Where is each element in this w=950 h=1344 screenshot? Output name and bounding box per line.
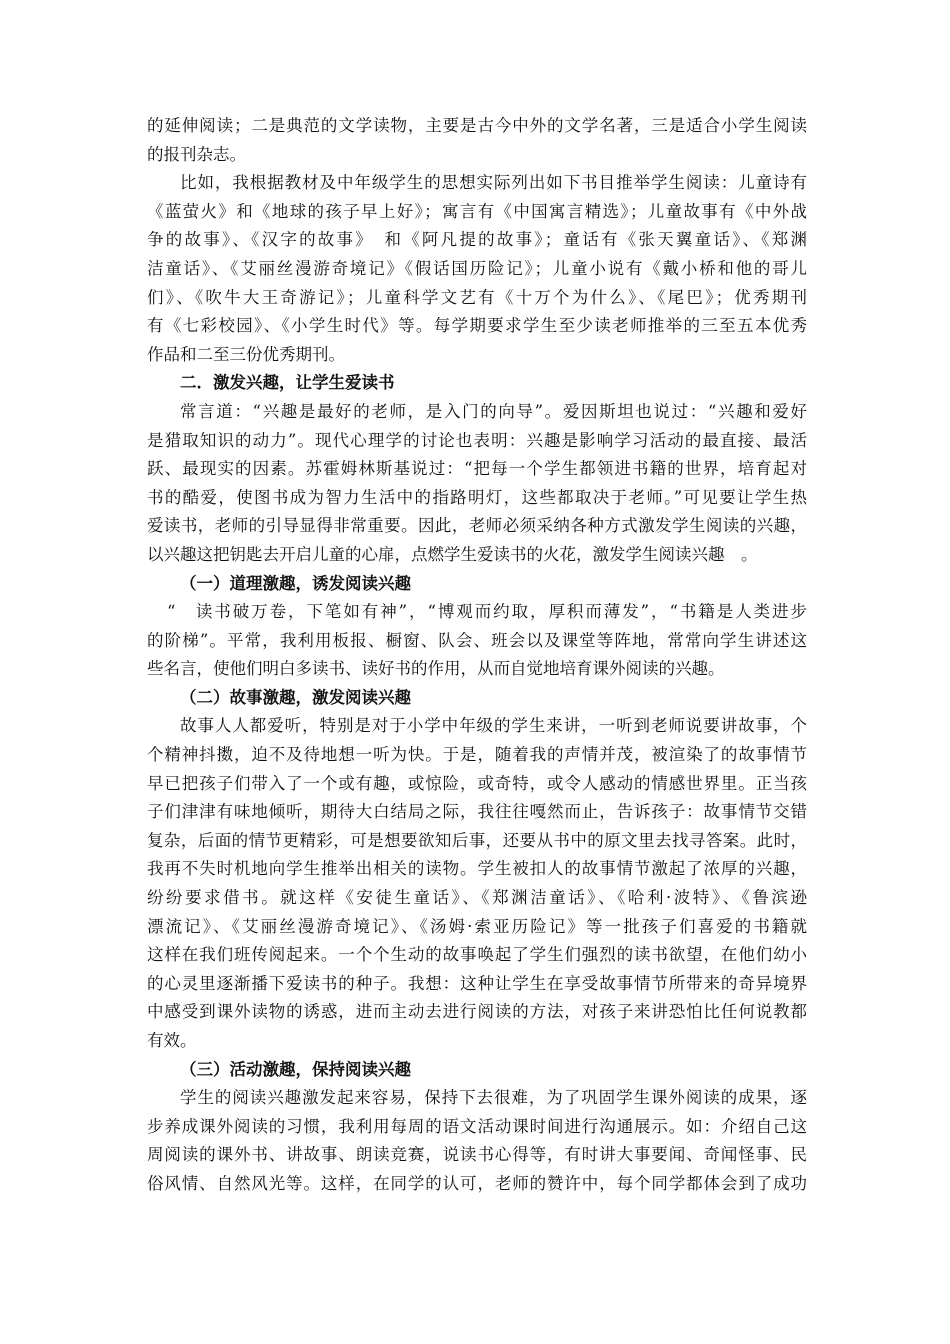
text-line: 比如，我根据教材及中年级学生的思想实际列出如下书目推举学生阅读：儿童诗有	[180, 173, 807, 193]
text-line: 《蓝萤火》和《地球的孩子早上好》；寓言有《中国寓言精选》；儿童故事有《中外战	[147, 201, 807, 221]
text-line: 子们津津有味地倾听，期待大白结局之际，我往往嘎然而止，告诉孩子：故事情节交错	[147, 802, 807, 822]
text-line: 些名言，使他们明白多读书、读好书的作用，从而自觉地培育课外阅读的兴趣。	[147, 659, 725, 679]
text-line: 爱读书，老师的引导显得非常重要。因此，老师必须采纳各种方式激发学生阅读的兴趣，	[147, 516, 807, 536]
text-line: “ 读书破万卷，下笔如有神”，“博观而约取，厚积而薄发”，“书籍是人类进步	[167, 602, 807, 622]
text-line: 是猎取知识的动力”。现代心理学的讨论也表明：兴趣是影响学习活动的最直接、最活	[147, 430, 807, 450]
text-line: 以兴趣这把钥匙去开启儿童的心扉，点燃学生爱读书的火花，激发学生阅读兴趣 。	[147, 544, 758, 564]
text-line: 有《七彩校园》、《小学生时代》等。每学期要求学生至少读老师推举的三至五本优秀	[147, 316, 807, 336]
text-line: 个精神抖擞，迫不及待地想一听为快。于是，随着我的声情并茂，被渲染了的故事情节	[147, 745, 807, 765]
section-heading: 二．激发兴趣，让学生爱读书	[180, 373, 395, 393]
text-line: 我再不失时机地向学生推举出相关的读物。学生被扣人的故事情节激起了浓厚的兴趣，	[147, 859, 807, 879]
section-heading: （一）道理激趣，诱发阅读兴趣	[180, 573, 411, 593]
text-line: 们》、《吹牛大王奇游记》；儿童科学文艺有《十万个为什么》、《尾巴》；优秀期刊	[147, 287, 807, 307]
text-line: 作品和二至三份优秀期刊。	[147, 344, 345, 364]
section-heading: （三）活动激趣，保持阅读兴趣	[180, 1059, 411, 1079]
section-heading: （二）故事激趣，激发阅读兴趣	[180, 687, 411, 707]
text-line: 中感受到课外读物的诱惑，进而主动去进行阅读的方法，对孩子来讲恐怕比任何说教都	[147, 1002, 807, 1022]
document-page	[147, 112, 807, 1199]
text-line: 周阅读的课外书、讲故事、朗读竞赛，说读书心得等，有时讲大事要闻、奇闻怪事、民	[147, 1145, 807, 1165]
text-line: 的报刊杂志。	[147, 144, 246, 164]
text-line: 有效。	[147, 1031, 197, 1050]
text-line: 跃、最现实的因素。苏霍姆林斯基说过：“把每一个学生都领进书籍的世界，培育起对	[147, 459, 807, 479]
text-line: 复杂，后面的情节更精彩，可是想要欲知后事，还要从书中的原文里去找寻答案。此时，	[147, 830, 807, 850]
text-line: 学生的阅读兴趣激发起来容易，保持下去很难，为了巩固学生课外阅读的成果，逐	[180, 1088, 807, 1108]
text-line: 争的故事》、《汉字的故事》 和《阿凡提的故事》；童话有《张天翼童话》、《郑渊	[147, 230, 807, 250]
text-line: 故事人人都爱听，特别是对于小学中年级的学生来讲，一听到老师说要讲故事，个	[180, 716, 807, 736]
text-line: 纷纷要求借书。就这样《安徒生童话》、《郑渊洁童话》、《哈利·波特》、《鲁滨逊	[147, 888, 807, 908]
text-line: 漂流记》、《艾丽丝漫游奇境记》、《汤姆·索亚历险记》等一批孩子们喜爱的书籍就	[147, 916, 807, 936]
text-line: 常言道：“兴趣是最好的老师，是入门的向导”。爱因斯坦也说过：“兴趣和爱好	[180, 401, 807, 421]
text-line: 洁童话》、《艾丽丝漫游奇境记》《假话国历险记》；儿童小说有《戴小桥和他的哥儿	[147, 258, 807, 278]
text-line: 的阶梯”。平常，我利用板报、橱窗、队会、班会以及课堂等阵地，常常向学生讲述这	[147, 630, 807, 650]
text-line: 早已把孩子们带入了一个或有趣，或惊险，或奇特，或令人感动的情感世界里。正当孩	[147, 773, 807, 793]
text-line: 步养成课外阅读的习惯，我利用每周的语文活动课时间进行沟通展示。如：介绍自己这	[147, 1116, 807, 1136]
text-line: 这样在我们班传阅起来。一个个生动的故事唤起了学生们强烈的读书欲望，在他们幼小	[147, 945, 807, 965]
text-line: 书的酷爱，使图书成为智力生活中的指路明灯，这些都取决于老师。”可见要让学生热	[147, 487, 807, 507]
text-line: 俗风情、自然风光等。这样，在同学的认可，老师的赞许中，每个同学都体会到了成功	[147, 1173, 807, 1193]
text-line: 的心灵里逐渐播下爱读书的种子。我想：这种让学生在享受故事情节所带来的奇异境界	[147, 973, 807, 993]
text-line: 的延伸阅读；二是典范的文学读物，主要是古今中外的文学名著，三是适合小学生阅读	[147, 116, 807, 135]
